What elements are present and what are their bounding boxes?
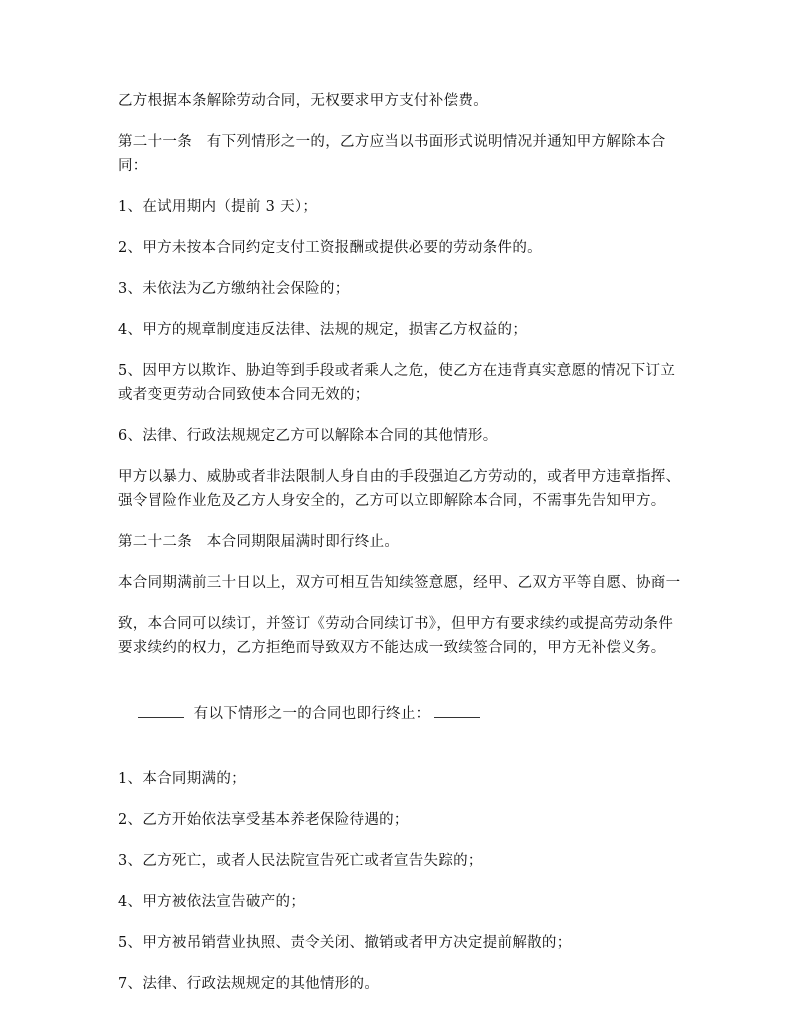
fill-blank-right[interactable] bbox=[434, 701, 480, 718]
paragraph-immediate-termination: 甲方以暴力、威胁或者非法限制人身自由的手段强迫乙方劳动的，或者甲方违章指挥、强令冒险作业危及乙方人身安全的，乙方可以立即解除本合同，不需事先告知甲方。 bbox=[118, 469, 681, 509]
list-item: 2、甲方未按本合同约定支付工资报酬或提供必要的劳动条件的。 bbox=[118, 240, 542, 256]
list-item: 6、法律、行政法规规定乙方可以解除本合同的其他情形。 bbox=[118, 428, 498, 444]
termination-conditions-line bbox=[118, 677, 684, 750]
list-item: 2、乙方开始依法享受基本养老保险待遇的； bbox=[118, 812, 409, 828]
list-item: 4、甲方的规章制度违反法律、法规的规定，损害乙方权益的； bbox=[118, 322, 528, 338]
list-item: 7、法律、行政法规规定的其他情形的。 bbox=[118, 976, 380, 992]
list-item: 1、本合同期满的； bbox=[118, 771, 246, 787]
list-item: 3、未依法为乙方缴纳社会保险的； bbox=[118, 281, 350, 297]
list-item: 3、乙方死亡，或者人民法院宣告死亡或者宣告失踪的； bbox=[118, 853, 483, 869]
document-page bbox=[118, 89, 684, 1013]
list-item: 1、在试用期内（提前 3 天）； bbox=[118, 199, 318, 215]
list-item: 4、甲方被依法宣告破产的； bbox=[118, 894, 306, 910]
paragraph-article-22: 第二十二条 本合同期限届满时即行终止。 bbox=[118, 534, 400, 550]
paragraph-renewal-intent: 本合同期满前三十日以上，双方可相互告知续签意愿，经甲、乙双方平等自愿、协商一 bbox=[118, 575, 681, 591]
fill-blank-left[interactable] bbox=[138, 701, 184, 718]
list-item: 5、甲方被吊销营业执照、责令关闭、撤销或者甲方决定提前解散的； bbox=[118, 935, 572, 951]
paragraph-no-compensation: 乙方根据本条解除劳动合同，无权要求甲方支付补偿费。 bbox=[118, 93, 488, 109]
paragraph-renewal-terms: 致，本合同可以续订，并签订《劳动合同续订书》，但甲方有要求续约或提高劳动条件要求续约的权力，乙方拒绝而导致双方不能达成一致续签合同的，甲方无补偿义务。 bbox=[118, 616, 674, 656]
paragraph-article-21: 第二十一条 有下列情形之一的，乙方应当以书面形式说明情况并通知甲方解除本合同： bbox=[118, 134, 666, 174]
termination-conditions-text: 有以下情形之一的合同也即行终止： bbox=[193, 706, 431, 722]
list-item: 5、因甲方以欺诈、胁迫等到手段或者乘人之危，使乙方在违背真实意愿的情况下订立或者变更劳动合同致使本合同无效的； bbox=[118, 363, 676, 403]
